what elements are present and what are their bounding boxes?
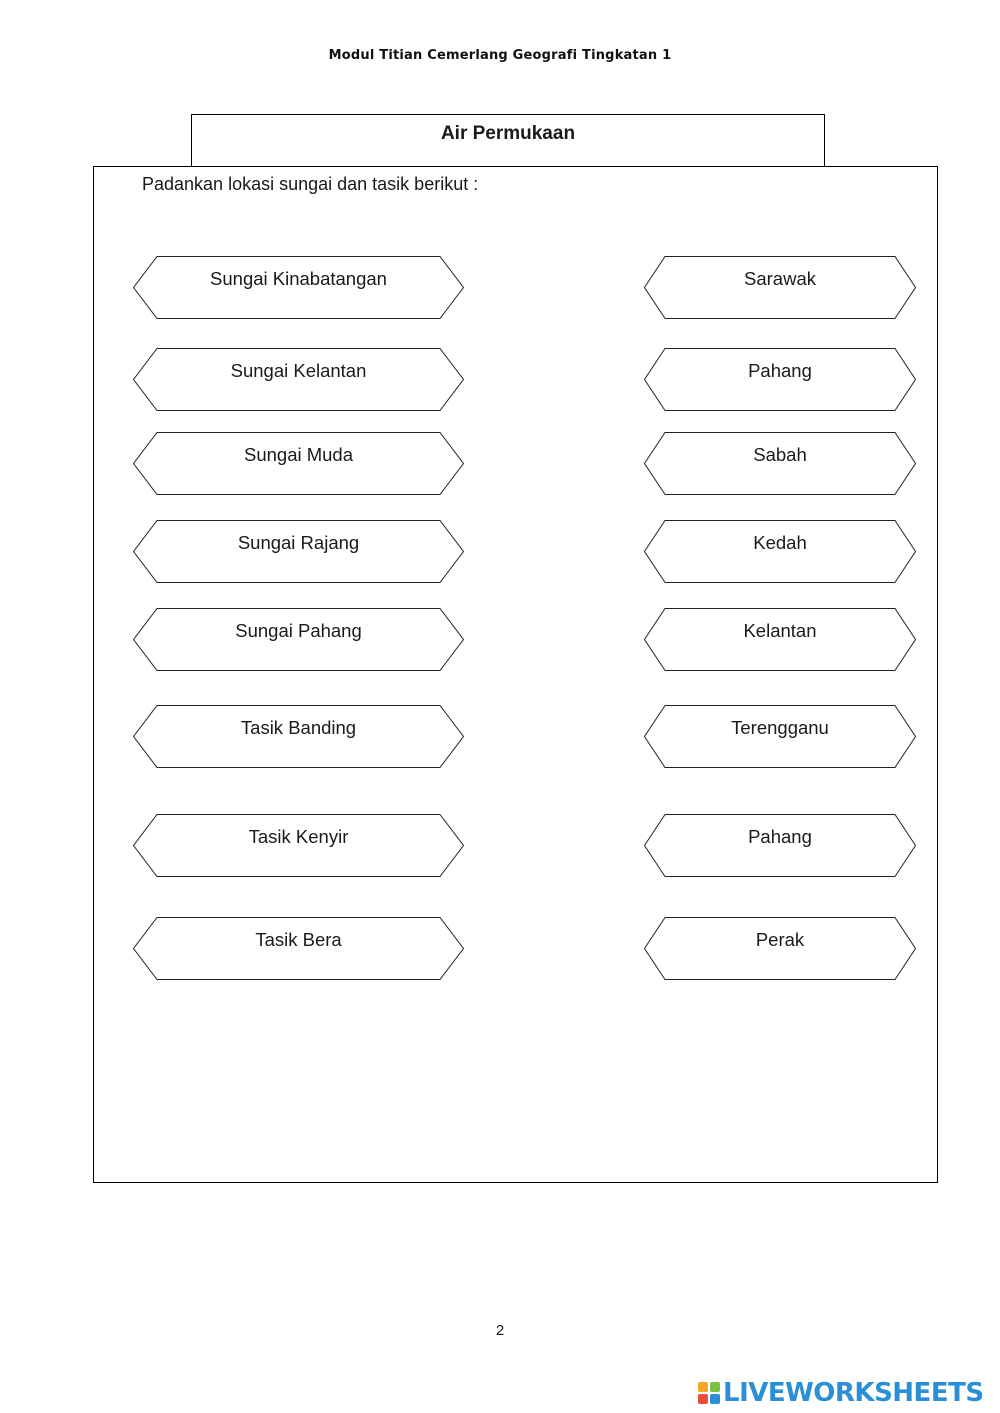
match-item-right[interactable] — [644, 520, 916, 583]
match-item-left[interactable] — [133, 520, 464, 583]
match-item-label: Sungai Rajang — [237, 532, 360, 553]
match-item-label: Sarawak — [744, 268, 816, 289]
match-item-left[interactable] — [133, 814, 464, 877]
match-item-left[interactable] — [133, 608, 464, 671]
section-title: Air Permukaan — [440, 123, 576, 144]
match-item-left[interactable] — [133, 256, 464, 319]
match-item-label: Sungai Kelantan — [230, 360, 367, 381]
match-item-label: Kedah — [753, 532, 807, 553]
match-item-label: Kelantan — [743, 620, 817, 641]
match-item-right[interactable] — [644, 814, 916, 877]
match-item-label: Pahang — [748, 826, 812, 847]
liveworksheets-logo[interactable] — [698, 1376, 984, 1410]
liveworksheets-brand-text: LIVEWORKSHEETS — [723, 1378, 984, 1408]
match-item-label: Sungai Pahang — [235, 620, 362, 641]
module-header: Modul Titian Cemerlang Geografi Tingkatan 1 — [328, 48, 672, 63]
match-item-label: Sungai Muda — [243, 444, 354, 465]
match-item-right[interactable] — [644, 348, 916, 411]
match-item-left[interactable] — [133, 432, 464, 495]
liveworksheets-logo-icon — [698, 1382, 720, 1404]
match-item-right[interactable] — [644, 705, 916, 768]
match-item-label: Tasik Bera — [255, 929, 342, 950]
match-item-right[interactable] — [644, 432, 916, 495]
match-item-left[interactable] — [133, 705, 464, 768]
instruction-text: Padankan lokasi sungai dan tasik berikut : — [142, 174, 479, 194]
match-item-label: Pahang — [748, 360, 812, 381]
match-item-left[interactable] — [133, 917, 464, 980]
match-item-label: Tasik Banding — [240, 717, 357, 738]
match-item-label: Tasik Kenyir — [248, 826, 349, 847]
match-item-right[interactable] — [644, 608, 916, 671]
match-item-right[interactable] — [644, 917, 916, 980]
match-item-label: Terengganu — [731, 717, 829, 738]
match-item-right[interactable] — [644, 256, 916, 319]
match-item-label: Sabah — [753, 444, 807, 465]
match-item-left[interactable] — [133, 348, 464, 411]
section-title-tab — [191, 114, 825, 166]
match-item-label: Perak — [755, 929, 805, 950]
match-item-label: Sungai Kinabatangan — [210, 268, 387, 289]
page-number: 2 — [495, 1322, 505, 1339]
